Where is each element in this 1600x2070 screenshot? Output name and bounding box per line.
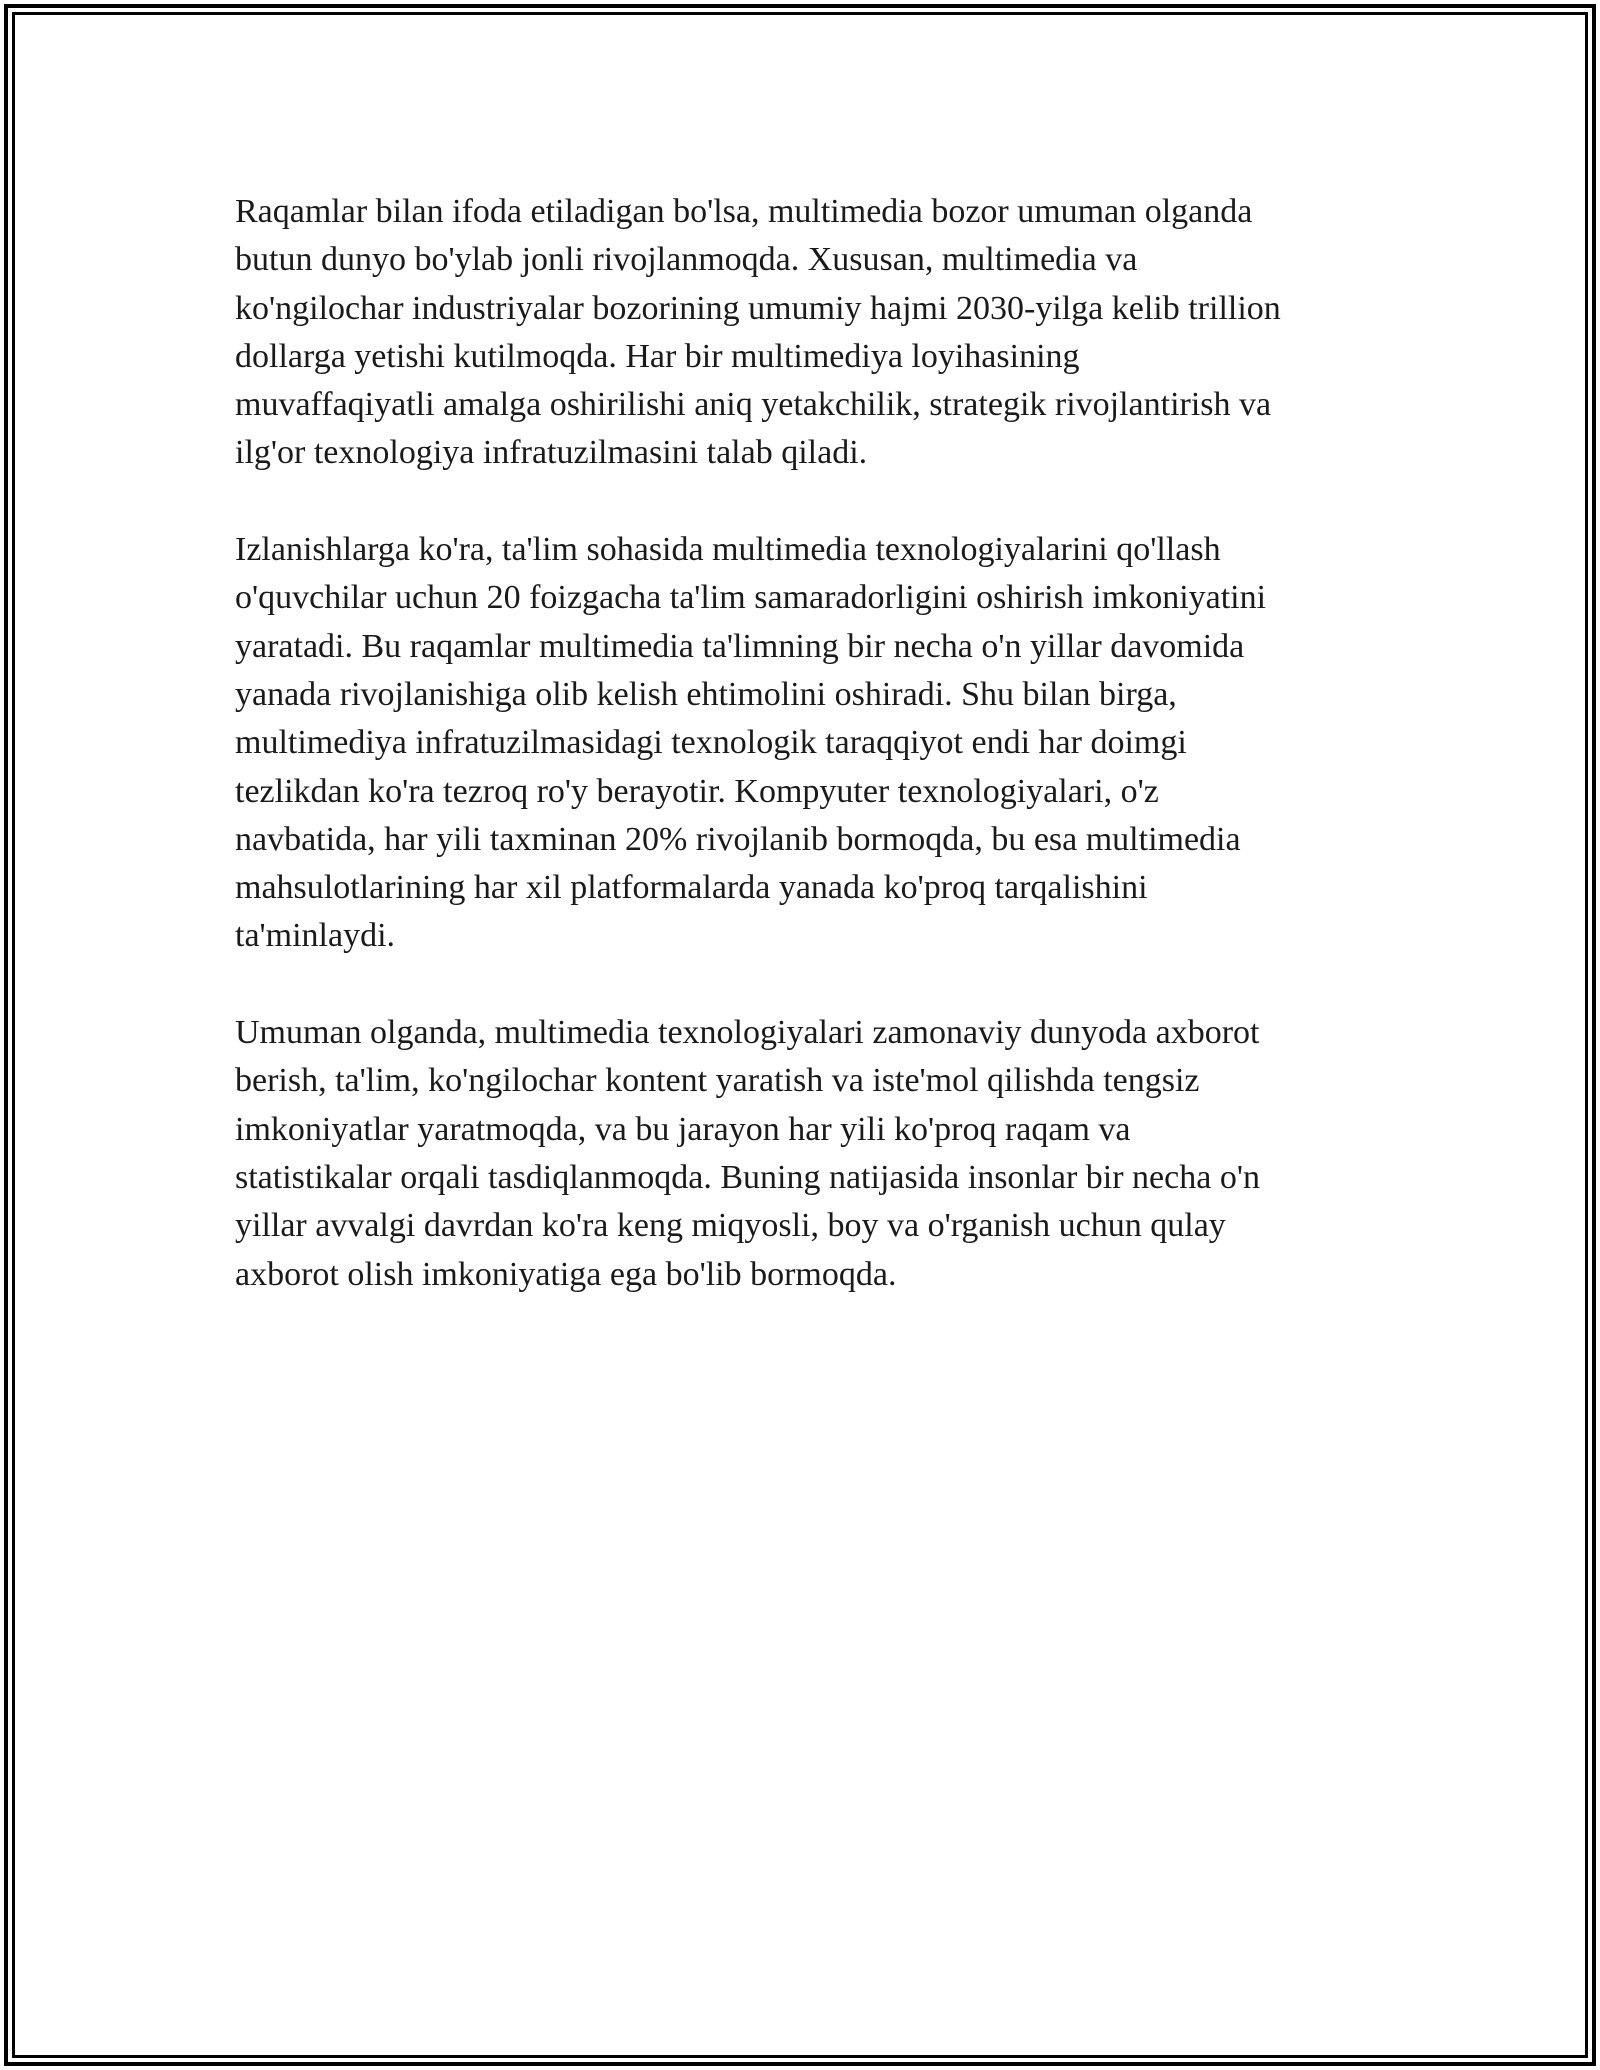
document-body bbox=[235, 188, 1395, 1347]
paragraph-1: Raqamlar bilan ifoda etiladigan bo'lsa, multimedia bozor umuman olganda butun dunyo bo'ylab jonli rivojlanmoqda. Xususan, multimedia va ko'ngilochar industriyalar bozorining umumiy hajmi 2030-yilga kelib trillion dollarga yetishi kutilmoqda. Har bir multimediya loyihasining muvaffaqiyatli amalga oshirilishi aniq yetakchilik, strategik rivojlantirish va ilg'or texnologiya infratuzilmasini talab qiladi. bbox=[235, 193, 1281, 472]
paragraph-2: Izlanishlarga ko'ra, ta'lim sohasida multimedia texnologiyalarini qo'llash o'quvchilar uchun 20 foizgacha ta'lim samaradorligini oshirish imkoniyatini yaratadi. Bu raqamlar multimedia ta'limning bir necha o'n yillar davomida yanada rivojlanishiga olib kelish ehtimolini oshiradi. Shu bilan birga, multimediya infratuzilmasidagi texnologik taraqqiyot endi har doimgi tezlikdan ko'ra tezroq ro'y berayotir. Kompyuter texnologiyalari, o'z navbatida, har yili taxminan 20% rivojlanib bormoqda, bu esa multimedia mahsulotlarining har xil platformalarda yanada ko'proq tarqalishini ta'minlaydi. bbox=[235, 531, 1267, 955]
paragraph-3: Umuman olganda, multimedia texnologiyalari zamonaviy dunyoda axborot berish, ta'lim, ko'ngilochar kontent yaratish va iste'mol qilishda tengsiz imkoniyatlar yaratmoqda, va bu jarayon har yili ko'proq raqam va statistikalar orqali tasdiqlanmoqda. Buning natijasida insonlar bir necha o'n yillar avvalgi davrdan ko'ra keng miqyosli, boy va o'rganish uchun qulay axborot olish imkoniyatiga ega bo'lib bormoqda. bbox=[235, 1014, 1260, 1293]
